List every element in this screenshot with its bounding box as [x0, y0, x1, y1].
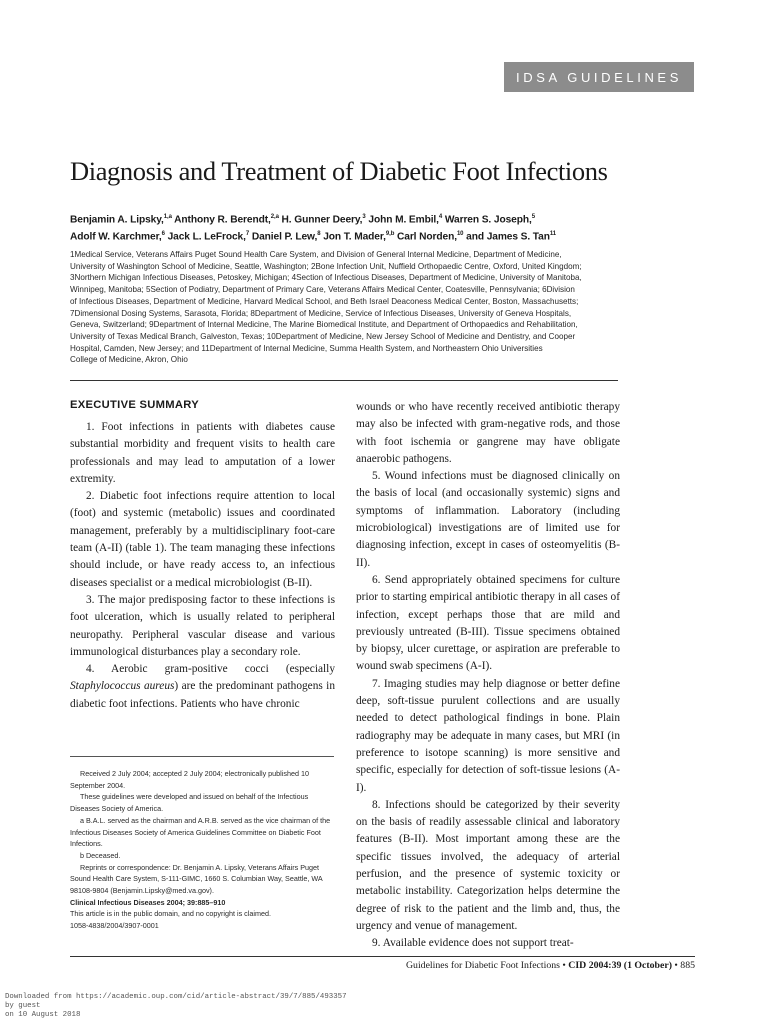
summary-item-4-continued: wounds or who have recently received antibiotic therapy may also be infected with gram-negative rods, and those with foot ischemia or gangrene may have obligate anaerobic pathogens.	[356, 401, 620, 465]
footnote-b: b Deceased.	[80, 850, 121, 860]
organism-name: Staphylococcus aureus	[70, 680, 175, 693]
affiliation-line: of Infectious Diseases, Department of Medicine, Harvard Medical School, and Beth Israel Deaconess Medical Center, Boston, Massachusetts;	[70, 296, 579, 306]
reprints-note: Reprints or correspondence: Dr. Benjamin A. Lipsky, Veterans Affairs Puget Sound Health Care System, S-111-GIMC, 1660 S. Columbian Way, Seattle, WA 98108-9804 (Benjamin.Lipsky@med.va.gov).	[70, 862, 323, 896]
summary-item-5: 5. Wound infections must be diagnosed clinically on the basis of local (and occasionally systemic) signs and symptoms of inflammation. Laboratory (including microbiological) investigations are of limited use for diagnosing infection, except in cases of osteomyelitis (B-II).	[356, 470, 620, 569]
summary-item-2: 2. Diabetic foot infections require attention to local (foot) and systemic (metabolic) issues and coordinated management, preferably by a multidisciplinary foot-care team (A-II) (table 1). The team managing these infections should include, or have ready access to, an infectious diseases specialist or a medical microbiologist (B-II).	[70, 490, 335, 589]
affiliation-line: Geneva, Switzerland; 9Department of Internal Medicine, The Marine Biomedical Institute, and Department of Orthopaedics and Rehabilitation,	[70, 320, 578, 330]
summary-item-8: 8. Infections should be categorized by their severity on the basis of readily assessable clinical and laboratory features (B-II). Most important among these are the specific tissues involved, the adequacy of arterial perfusion, and the presence of systemic toxicity or metabolic instability. Categorization helps determine the degree of risk to the patient and the limb and, thus, the urgency and venue of management.	[356, 798, 620, 932]
affiliation-line: 7Dimensional Dosing Systems, Sarasota, Florida; 8Department of Medicine, Service of Infectious Diseases, University of Geneva Hospitals,	[70, 308, 572, 318]
affiliation-line: University of Texas Medical Branch, Galveston, Texas; 10Department of Medicine, New Jersey School of Medicine and Dentistry, and Cooper	[70, 331, 576, 341]
article-title: Diagnosis and Treatment of Diabetic Foot Infections	[70, 156, 608, 186]
author-list	[70, 210, 630, 245]
journal-citation: Clinical Infectious Diseases 2004; 39:885–910	[70, 897, 226, 907]
affiliation-line: 1Medical Service, Veterans Affairs Puget Sound Health Care System, and Division of General Internal Medicine, Department of Medicine,	[70, 250, 562, 259]
footer-citation: CID 2004:39 (1 October)	[568, 960, 672, 971]
public-domain-note: This article is in the public domain, and no copyright is claimed.	[70, 909, 271, 919]
affiliation-line: 3Northern Michigan Infectious Diseases, Petoskey, Michigan; 4Section of Infectious Diseases, Department of Medicine, University of Manitoba,	[70, 273, 582, 283]
footnote-a: a B.A.L. served as the chairman and A.R.B. served as the vice chairman of the Infectious Diseases Society of America Guidelines Committee on Diabetic Foot Infections.	[70, 815, 331, 849]
summary-item-7: 7. Imaging studies may help diagnose or better define deep, soft-tissue purulent collections and are usually needed to detect pathological findings in bone. Plain radiography may be adequate in many cases, but MRI (in preference to isotope scanning) is more sensitive and specific, especially for detection of soft-tissue lesions (A-I).	[356, 677, 620, 794]
download-stamp	[5, 993, 405, 1020]
download-user: by guest	[5, 1002, 41, 1010]
right-column	[356, 399, 620, 953]
footer-divider	[70, 956, 695, 957]
summary-item-3: 3. The major predisposing factor to these infections is foot ulceration, which is usually related to peripheral neuropathy. Peripheral vascular disease and various immunological disturbances play a secondary role.	[70, 593, 335, 658]
summary-item-4	[70, 661, 335, 713]
summary-item-9: 9. Available evidence does not support treat-	[372, 937, 574, 950]
affiliations	[70, 249, 618, 366]
page-number: • 885	[674, 960, 695, 971]
footer-title: Guidelines for Diabetic Foot Infections •	[405, 960, 566, 971]
affiliation-line: Winnipeg, Manitoba; 5Section of Podiatry, Department of Primary Care, Veterans Affairs Medical Center, Coatesville, Pennsylvania; 6Division	[70, 285, 575, 295]
received-note: Received 2 July 2004; accepted 2 July 2004; electronically published 10 September 2004.	[70, 769, 309, 790]
affiliation-line: Hospital, Camden, New Jersey; and 11Department of Internal Medicine, Summa Health System, and Northeastern Ohio Universities	[70, 343, 543, 353]
download-date: on 10 August 2018	[5, 1011, 81, 1019]
affiliation-line: College of Medicine, Akron, Ohio	[70, 355, 188, 365]
left-column	[70, 399, 335, 713]
running-footer	[95, 960, 695, 971]
download-url: Downloaded from https://academic.oup.com/cid/article-abstract/39/7/885/493357	[5, 993, 347, 1001]
summary-item-4-end: ) are the predominant pathogens in diabetic foot infections. Patients who have chronic	[70, 680, 335, 710]
section-banner	[504, 62, 694, 92]
banner-label: IDSA GUIDELINES	[516, 69, 682, 85]
section-heading: EXECUTIVE SUMMARY	[70, 399, 200, 411]
header-divider	[70, 380, 618, 381]
affiliation-line: University of Washington School of Medicine, Seattle, Washington; 2Bone Infection Unit, Nuffield Orthopaedic Centre, Oxford, United Kingdom;	[70, 261, 582, 271]
footnote-divider	[70, 756, 334, 757]
summary-item-6: 6. Send appropriately obtained specimens for culture prior to starting empirical antibiotic therapy in all cases of infection, except perhaps those that are mild and previously untreated (B-III). Tissue specimens obtained by biopsy, ulcer curettage, or aspiration are preferable to wound swab specimens (A-I).	[356, 573, 620, 673]
author-line-2: Adolf W. Karchmer,$^6$ Jack L. LeFrock,$^7$ Daniel P. Lew,$^8$ Jon T. Mader,$^{9,b}$ Carl Norden,$^{10}$ and James S. Tan$^{11}$	[70, 231, 557, 243]
footnotes	[70, 768, 334, 932]
author-line-1: Benjamin A. Lipsky,$^{1,a}$ Anthony R. Berendt,$^{2,a}$ H. Gunner Deery,$^3$ John M. Embil,$^4$ Warren S. Joseph,$^5$	[70, 214, 535, 226]
developed-note: These guidelines were developed and issued on behalf of the Infectious Diseases Society of America.	[70, 792, 309, 814]
issn-note: 1058-4838/2004/3907-0001	[70, 921, 159, 931]
summary-item-1: 1. Foot infections in patients with diabetes cause substantial morbidity and frequent visits to health care professionals and may lead to amputation of a lower extremity.	[70, 421, 335, 485]
summary-item-4-start: 4. Aerobic gram-positive cocci (especially	[86, 663, 335, 676]
